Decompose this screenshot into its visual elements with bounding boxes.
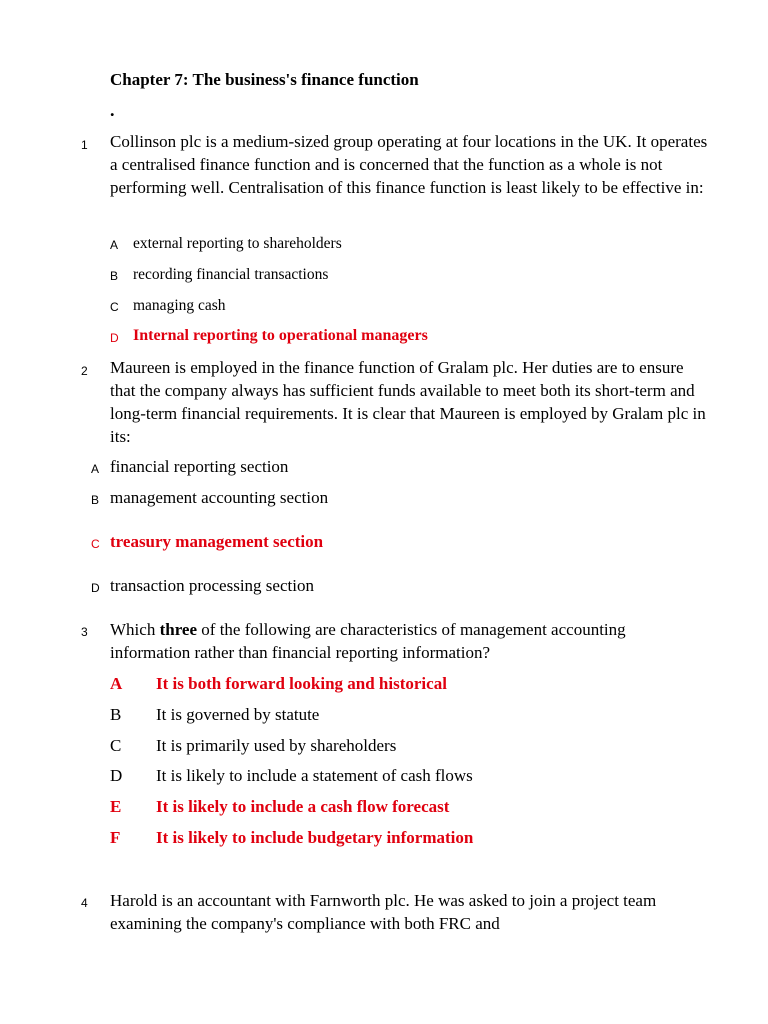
q3-option-d-text: It is likely to include a statement of cash flows <box>156 766 473 785</box>
q1-option-a-text: external reporting to shareholders <box>133 235 342 252</box>
question-2-text: Maureen is employed in the finance function of Gralam plc. Her duties are to ensure that the company always has sufficient funds available to meet both its short-term and long-term financial requirements. It is clear that Maureen is employed by Gralam plc in its: <box>110 358 706 446</box>
q2-option-d-letter: D <box>91 581 100 595</box>
q2-option-a-text: financial reporting section <box>110 457 289 476</box>
q2-option-c-text: treasury management section <box>110 532 324 551</box>
q3-option-e-letter: E <box>110 797 122 816</box>
question-4-text: Harold is an accountant with Farnworth plc. He was asked to join a project team examining the company's compliance with both FRC and <box>110 891 657 933</box>
q1-option-b-letter: B <box>110 269 119 283</box>
chapter-title: Chapter 7: The business's finance function <box>110 70 419 89</box>
question-2-number: 2 <box>81 364 88 378</box>
q3-text-emphasis: three <box>159 620 198 639</box>
q3-text-before: Which <box>110 620 160 639</box>
question-1-number: 1 <box>81 138 88 152</box>
q3-option-a-letter: A <box>110 674 123 693</box>
bullet-dot: . <box>110 100 115 120</box>
q3-option-c-text: It is primarily used by shareholders <box>156 736 397 755</box>
q1-option-a-letter: A <box>110 238 119 252</box>
question-3-text <box>110 618 710 664</box>
q3-option-e-text: It is likely to include a cash flow forecast <box>156 797 450 816</box>
question-4-number: 4 <box>81 896 88 910</box>
q3-text-after: of the following are characteristics of management accounting information rather than financial reporting information? <box>110 620 626 662</box>
q1-option-c-letter: C <box>110 300 119 314</box>
q3-option-b-letter: B <box>110 705 122 724</box>
q2-option-b-text: management accounting section <box>110 488 329 507</box>
q1-option-d-text: Internal reporting to operational managers <box>133 327 428 344</box>
q2-option-b-letter: B <box>91 493 100 507</box>
q2-option-d-text: transaction processing section <box>110 576 314 595</box>
q3-option-b-text: It is governed by statute <box>156 705 320 724</box>
q3-option-a-text: It is both forward looking and historical <box>156 674 447 693</box>
q3-option-c-letter: C <box>110 736 122 755</box>
question-3-number: 3 <box>81 625 88 639</box>
q3-option-d-letter: D <box>110 766 123 785</box>
q3-option-f-text: It is likely to include budgetary information <box>156 828 474 847</box>
q1-option-d-letter: D <box>110 331 119 345</box>
q1-option-b-text: recording financial transactions <box>133 266 329 283</box>
q2-option-c-letter: C <box>91 537 100 551</box>
q3-option-f-letter: F <box>110 828 121 847</box>
q1-option-c-text: managing cash <box>133 297 226 314</box>
q2-option-a-letter: A <box>91 462 100 476</box>
question-1-text: Collinson plc is a medium-sized group operating at four locations in the UK. It operates a centralised finance function and is concerned that the function as a whole is not performing well. Centralisation of this finance function is least likely to be effective in: <box>110 132 708 197</box>
